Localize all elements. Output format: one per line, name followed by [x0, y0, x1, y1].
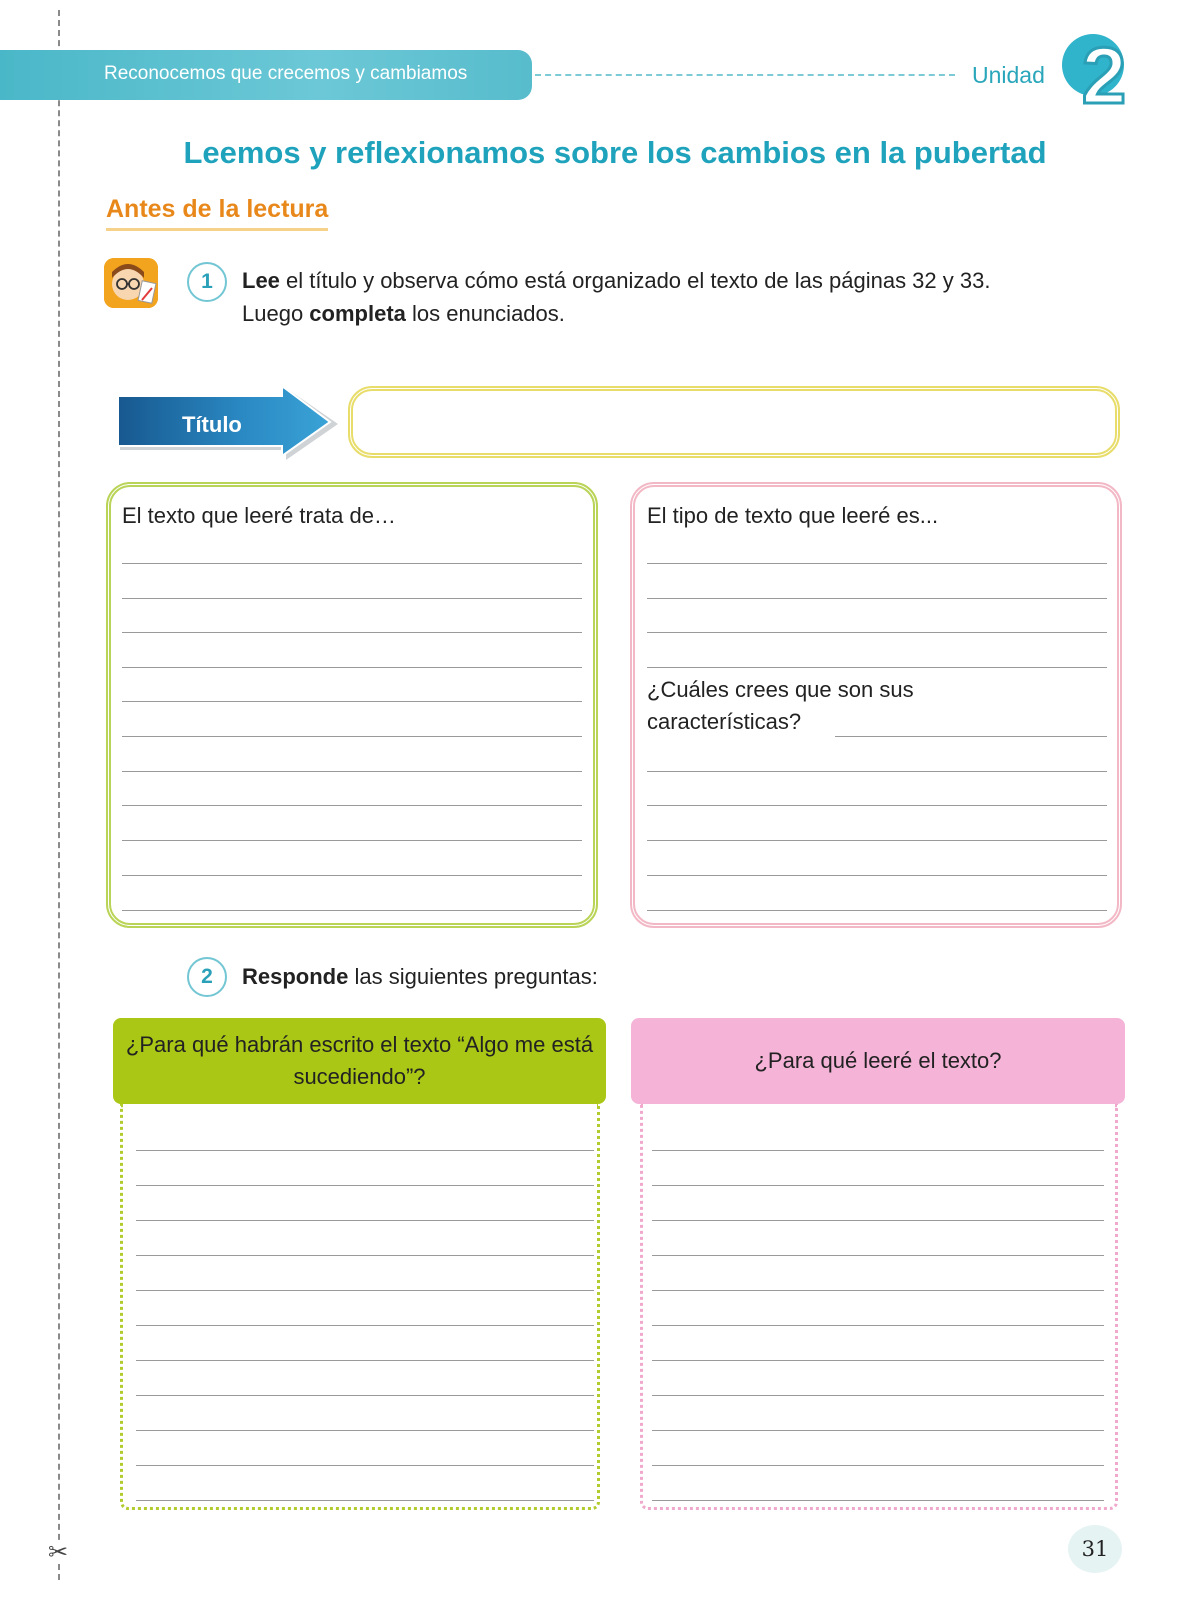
answer-line[interactable]: [652, 1325, 1104, 1326]
instruction-text: las siguientes preguntas:: [348, 964, 598, 989]
answer-line[interactable]: [122, 840, 582, 841]
answer-line[interactable]: [122, 667, 582, 668]
title-arrow-label: Título: [182, 412, 242, 437]
answer-line[interactable]: [122, 632, 582, 633]
step-number-2: 2: [187, 957, 227, 997]
answer-line[interactable]: [122, 771, 582, 772]
answer-line[interactable]: [647, 805, 1107, 806]
answer-line[interactable]: [652, 1395, 1104, 1396]
answer-line[interactable]: [136, 1150, 594, 1151]
student-with-glasses-icon: [104, 258, 158, 308]
answer-line[interactable]: [136, 1360, 594, 1361]
answer-line[interactable]: [136, 1430, 594, 1431]
answer-line[interactable]: [122, 805, 582, 806]
activity2-instruction: [242, 960, 598, 993]
answer-line[interactable]: [647, 875, 1107, 876]
text-type-prompt: El tipo de texto que leeré es...: [647, 503, 939, 528]
page-number: 31: [1068, 1525, 1122, 1573]
question-right-answer-area[interactable]: [640, 1104, 1118, 1510]
answer-line[interactable]: [652, 1220, 1104, 1221]
unit-header-text: Reconocemos que crecemos y cambiamos: [104, 63, 468, 84]
step-number-1: 1: [187, 262, 227, 302]
answer-line[interactable]: [652, 1290, 1104, 1291]
cut-line: [58, 10, 60, 1580]
answer-line[interactable]: [652, 1150, 1104, 1151]
answer-line[interactable]: [647, 598, 1107, 599]
answer-line[interactable]: [647, 910, 1107, 911]
instruction-verb-completa: completa: [309, 301, 406, 326]
question-left-header: ¿Para qué habrán escrito el texto “Algo me está sucediendo”?: [113, 1018, 606, 1104]
answer-line[interactable]: [122, 736, 582, 737]
answer-line[interactable]: [136, 1255, 594, 1256]
answer-line[interactable]: [652, 1255, 1104, 1256]
answer-line[interactable]: [647, 840, 1107, 841]
section-title: Antes de la lectura: [106, 195, 328, 231]
page-title: Leemos y reflexionamos sobre los cambios en la pubertad: [183, 135, 1047, 170]
answer-line[interactable]: [652, 1430, 1104, 1431]
question-left-answer-area[interactable]: [120, 1104, 600, 1510]
title-answer-box[interactable]: [348, 386, 1120, 458]
answer-line[interactable]: [122, 598, 582, 599]
topic-answer-box[interactable]: [106, 482, 598, 928]
answer-line[interactable]: [136, 1500, 594, 1501]
answer-line[interactable]: [136, 1185, 594, 1186]
answer-line[interactable]: [647, 632, 1107, 633]
answer-line[interactable]: [136, 1395, 594, 1396]
instruction-text-part3: los enunciados.: [405, 301, 565, 326]
instruction-text-part2: Luego: [242, 301, 310, 326]
instruction-verb-lee: Lee: [242, 268, 280, 293]
unit-header-band: [0, 50, 532, 100]
answer-line[interactable]: [647, 667, 1107, 668]
scissors-icon: ✂: [48, 1538, 69, 1566]
answer-line[interactable]: [835, 736, 1107, 737]
answer-line[interactable]: [652, 1500, 1104, 1501]
answer-line[interactable]: [136, 1465, 594, 1466]
answer-line[interactable]: [122, 910, 582, 911]
instruction-verb-responde: Responde: [242, 964, 349, 989]
answer-line[interactable]: [136, 1290, 594, 1291]
topic-prompt: El texto que leeré trata de…: [122, 503, 396, 528]
characteristics-question-line1: ¿Cuáles crees que son sus: [647, 677, 914, 702]
unit-number: 2: [1081, 31, 1127, 120]
answer-line[interactable]: [122, 563, 582, 564]
answer-line[interactable]: [647, 771, 1107, 772]
header-divider: [535, 74, 955, 76]
answer-line[interactable]: [122, 701, 582, 702]
answer-line[interactable]: [652, 1185, 1104, 1186]
unit-label: Unidad: [972, 62, 1045, 88]
characteristics-question-line2: características?: [647, 709, 802, 734]
answer-line[interactable]: [647, 563, 1107, 564]
answer-line[interactable]: [136, 1220, 594, 1221]
instruction-text-part1: el título y observa cómo está organizado el texto de las páginas 32 y 33.: [279, 268, 991, 293]
answer-line[interactable]: [136, 1325, 594, 1326]
answer-line[interactable]: [122, 875, 582, 876]
answer-line[interactable]: [652, 1465, 1104, 1466]
answer-line[interactable]: [652, 1360, 1104, 1361]
activity1-instruction: [242, 264, 990, 330]
question-right-header: ¿Para qué leeré el texto?: [631, 1018, 1125, 1104]
